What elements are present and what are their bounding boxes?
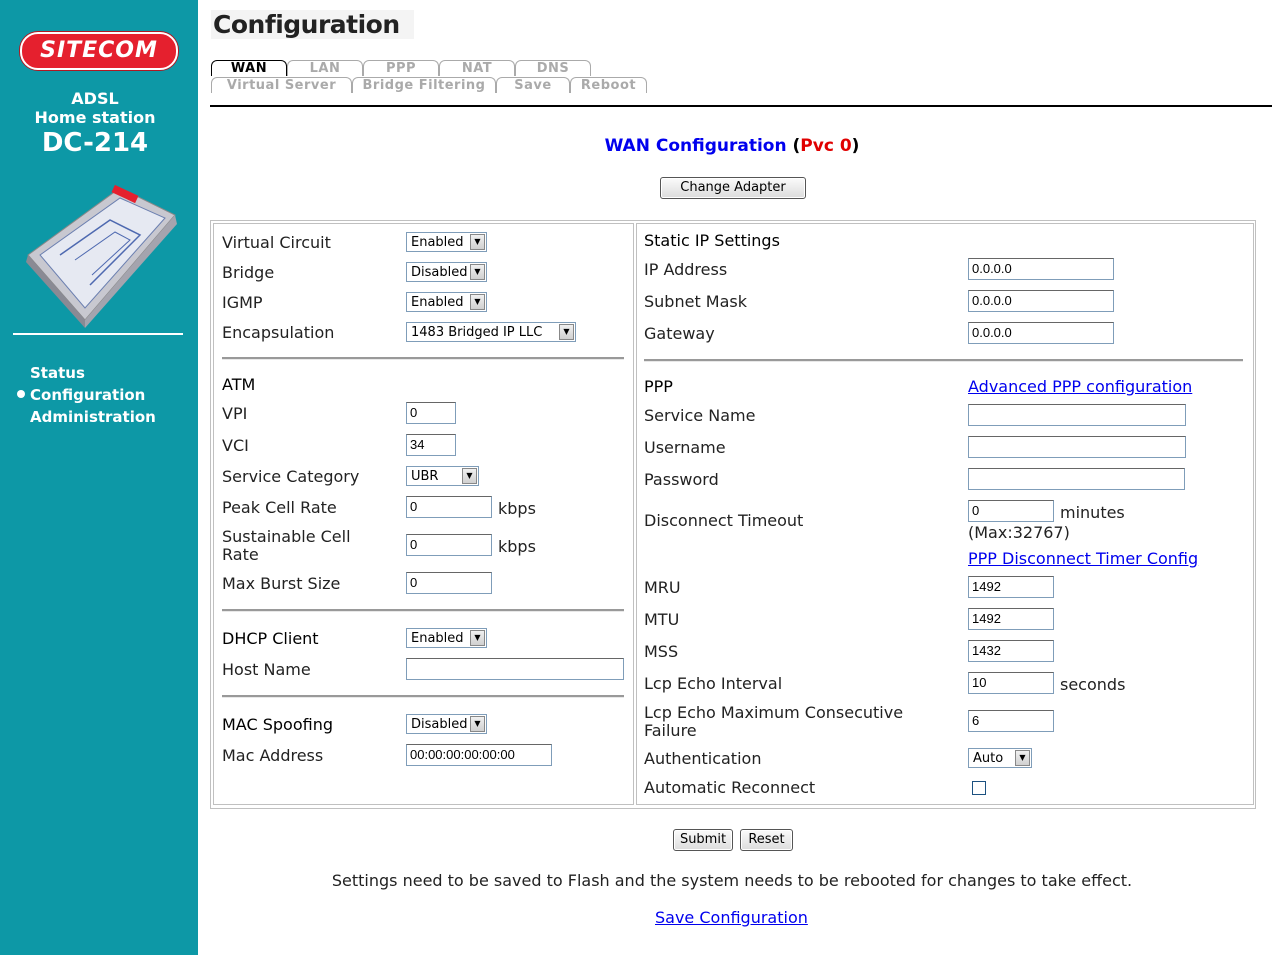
mru-label: MRU [644,578,681,597]
vpi-input[interactable]: 0 [406,402,456,424]
active-bullet-icon [17,390,25,398]
ip-address-label: IP Address [644,260,728,279]
mac-spoofing-select[interactable] [406,714,487,734]
tab-nat[interactable]: NAT [439,60,515,76]
username-input[interactable] [968,436,1186,458]
mru-input[interactable]: 1492 [968,576,1054,598]
service-category-label: Service Category [222,467,360,486]
model-name: DC-214 [41,128,149,158]
divider [222,609,624,612]
bridge-select[interactable] [406,262,487,282]
save-note: Settings need to be saved to Flash and the system needs to be rebooted for changes to take effect. [331,871,1133,890]
lcp-failure-label-line2: Failure [644,721,697,740]
bridge-value: Disabled [411,265,468,280]
pcr-input[interactable]: 0 [406,496,492,518]
wan-config-title [0,136,1280,156]
igmp-label: IGMP [222,293,263,312]
ip-address-input[interactable]: 0.0.0.0 [968,258,1114,280]
host-name-input[interactable] [406,658,624,680]
service-name-label: Service Name [644,406,756,425]
tab-reboot[interactable]: Reboot [570,77,647,93]
product-line-1: ADSL [71,89,119,108]
mbs-label: Max Burst Size [222,574,341,593]
scr-unit: kbps [498,537,536,556]
modem-image [20,180,180,330]
mac-address-input[interactable]: 00:00:00:00:00:00 [406,744,552,766]
tab-ppp[interactable]: PPP [363,60,439,76]
subnet-mask-input[interactable]: 0.0.0.0 [968,290,1114,312]
tab-dns[interactable]: DNS [515,60,591,76]
password-input[interactable] [968,468,1185,490]
disconnect-timeout-label: Disconnect Timeout [644,511,804,530]
mac-address-label: Mac Address [222,746,324,765]
pcr-unit: kbps [498,499,536,518]
encapsulation-label: Encapsulation [222,323,335,342]
chevron-down-icon: ▼ [470,294,485,310]
dhcp-client-select[interactable] [406,628,487,648]
password-label: Password [644,470,719,489]
igmp-select[interactable] [406,292,487,312]
bridge-label: Bridge [222,263,275,282]
reset-button[interactable]: Reset [740,829,793,851]
vci-label: VCI [222,436,249,455]
tab-lan[interactable]: LAN [287,60,363,76]
mss-label: MSS [644,642,679,661]
wan-title-text: WAN Configuration [604,136,787,156]
tab-bridge-filtering[interactable]: Bridge Filtering [352,77,496,93]
chevron-down-icon: ▼ [470,264,485,280]
chevron-down-icon: ▼ [470,234,485,250]
dhcp-client-label: DHCP Client [222,629,319,648]
mss-input[interactable]: 1432 [968,640,1054,662]
pvc-close-paren: ) [851,136,860,156]
username-label: Username [644,438,726,457]
chevron-down-icon: ▼ [1015,750,1030,766]
lcp-failure-label-line1: Lcp Echo Maximum Consecutive [644,703,904,722]
page-title: Configuration [211,10,414,39]
scr-label-line1: Sustainable Cell [222,527,351,546]
ppp-disconnect-timer-link[interactable]: PPP Disconnect Timer Config [968,549,1199,568]
product-line-2: Home station [34,108,156,127]
pcr-label: Peak Cell Rate [222,498,337,517]
subnet-mask-label: Subnet Mask [644,292,748,311]
auto-reconnect-label: Automatic Reconnect [644,778,816,797]
service-category-select[interactable] [406,466,479,486]
tab-save[interactable]: Save [496,77,570,93]
auto-reconnect-checkbox[interactable] [972,781,986,795]
static-ip-heading: Static IP Settings [644,231,780,250]
authentication-label: Authentication [644,749,762,768]
tab-virtual-server[interactable]: Virtual Server [211,77,352,93]
nav-administration[interactable]: Administration [30,408,156,426]
service-category-value: UBR [411,469,439,484]
authentication-select[interactable] [968,748,1032,768]
change-adapter-button[interactable]: Change Adapter [660,177,806,199]
disconnect-timeout-input[interactable]: 0 [968,500,1054,522]
save-configuration-link[interactable]: Save Configuration [655,908,808,927]
mac-spoofing-value: Disabled [411,717,468,732]
pvc-label: Pvc 0 [800,136,852,156]
lcp-failure-input[interactable]: 6 [968,710,1054,732]
virtual-circuit-select[interactable] [406,232,487,252]
tab-divider [210,105,1272,107]
gateway-label: Gateway [644,324,715,343]
dhcp-client-value: Enabled [411,631,464,646]
nav-status[interactable]: Status [30,364,85,382]
encapsulation-select[interactable] [406,322,576,342]
vci-input[interactable]: 34 [406,434,456,456]
gateway-input[interactable]: 0.0.0.0 [968,322,1114,344]
mbs-input[interactable]: 0 [406,572,492,594]
encapsulation-value: 1483 Bridged IP LLC [411,325,543,340]
mtu-input[interactable]: 1492 [968,608,1054,630]
pvc-open-paren: ( [792,136,801,156]
vpi-label: VPI [222,404,248,423]
authentication-value: Auto [973,751,1004,766]
chevron-down-icon: ▼ [462,468,477,484]
mac-spoofing-label: MAC Spoofing [222,715,333,734]
chevron-down-icon: ▼ [470,716,485,732]
divider [222,357,624,360]
scr-input[interactable]: 0 [406,534,492,556]
chevron-down-icon: ▼ [559,324,574,340]
atm-heading: ATM [222,375,256,394]
host-name-label: Host Name [222,660,311,679]
sidebar-divider [13,333,183,335]
scr-label-line2: Rate [222,545,259,564]
advanced-ppp-link[interactable]: Advanced PPP configuration [968,377,1193,396]
submit-button[interactable]: Submit [673,829,733,851]
chevron-down-icon: ▼ [470,630,485,646]
lcp-echo-interval-unit: seconds [1060,675,1126,694]
disconnect-timeout-max: (Max:32767) [968,523,1070,542]
tab-wan[interactable]: WAN [211,60,287,76]
mtu-label: MTU [644,610,680,629]
divider [222,695,624,698]
disconnect-timeout-unit: minutes [1060,503,1125,522]
service-name-input[interactable] [968,404,1186,426]
lcp-echo-interval-input[interactable]: 10 [968,672,1054,694]
divider [644,359,1243,362]
lcp-echo-interval-label: Lcp Echo Interval [644,674,783,693]
sitecom-logo: SITECOM [20,32,178,70]
virtual-circuit-label: Virtual Circuit [222,233,331,252]
igmp-value: Enabled [411,295,464,310]
virtual-circuit-value: Enabled [411,235,464,250]
nav-configuration[interactable]: Configuration [30,386,146,404]
ppp-heading: PPP [644,377,673,396]
